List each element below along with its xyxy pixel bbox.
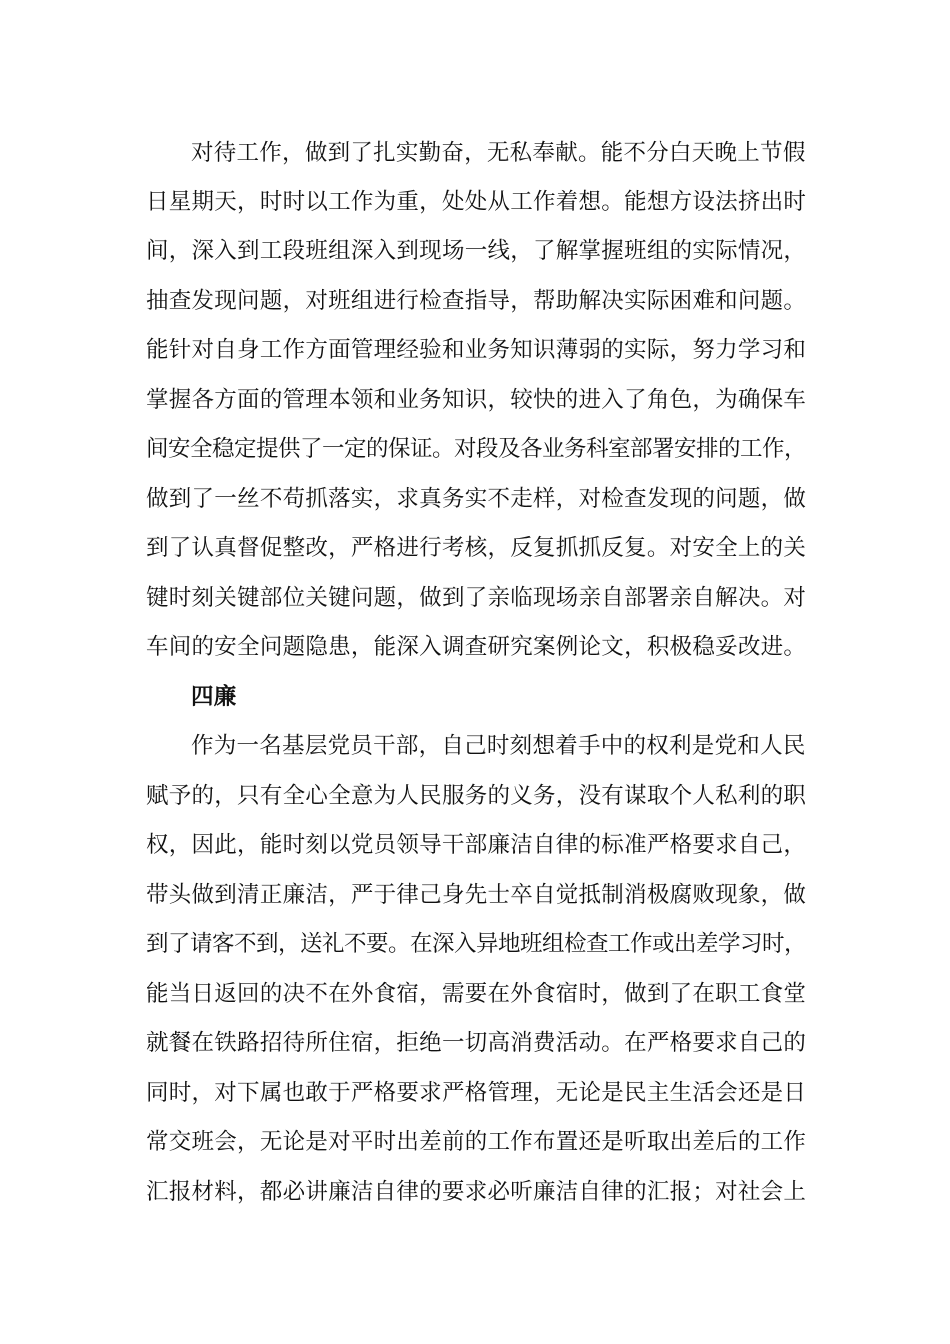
paragraph-1-line-3: 间，深入到工段班组深入到现场一线，了解掌握班组的实际情况， [146,238,807,264]
paragraph-1-line-10: 键时刻关键部位关键问题，做到了亲临现场亲自部署亲自解决。对 [146,585,807,611]
paragraph-1-line-11: 车间的安全问题隐患，能深入调查研究案例论文，积极稳妥改进。 [146,634,807,660]
paragraph-2-line-10: 汇报材料，都必讲廉洁自律的要求必听廉洁自律的汇报；对社会上 [146,1179,807,1205]
paragraph-1-line-5: 能针对自身工作方面管理经验和业务知识薄弱的实际，努力学习和 [146,337,807,363]
paragraph-2-line-6: 能当日返回的决不在外食宿，需要在外食宿时，做到了在职工食堂 [146,981,807,1007]
paragraph-2-line-9: 常交班会，无论是对平时出差前的工作布置还是听取出差后的工作 [146,1129,807,1155]
paragraph-1-line-7: 间安全稳定提供了一定的保证。对段及各业务科室部署安排的工作， [146,436,807,462]
paragraph-2-line-7: 就餐在铁路招待所住宿，拒绝一切高消费活动。在严格要求自己的 [146,1030,807,1056]
paragraph-2-line-3: 权，因此，能时刻以党员领导干部廉洁自律的标准严格要求自己， [146,832,807,858]
paragraph-1-line-4: 抽查发现问题，对班组进行检查指导，帮助解决实际困难和问题。 [146,288,807,314]
section-heading: 四廉 [191,684,237,710]
paragraph-1-line-8: 做到了一丝不苟抓落实，求真务实不走样，对检查发现的问题，做 [146,486,807,512]
paragraph-2-line-8: 同时，对下属也敢于严格要求严格管理，无论是民主生活会还是日 [146,1080,807,1106]
paragraph-1-line-1: 对待工作，做到了扎实勤奋，无私奉献。能不分白天晚上节假 [191,140,806,166]
paragraph-1-line-2: 日星期天，时时以工作为重，处处从工作着想。能想方设法挤出时 [146,189,807,215]
paragraph-1-line-6: 掌握各方面的管理本领和业务知识，较快的进入了角色，为确保车 [146,387,807,413]
paragraph-2-line-1: 作为一名基层党员干部，自己时刻想着手中的权利是党和人民 [191,733,806,759]
paragraph-1-line-9: 到了认真督促整改，严格进行考核，反复抓抓反复。对安全上的关 [146,535,807,561]
paragraph-2-line-4: 带头做到清正廉洁，严于律己身先士卒自觉抵制消极腐败现象，做 [146,882,807,908]
paragraph-2-line-5: 到了请客不到，送礼不要。在深入异地班组检查工作或出差学习时， [146,931,807,957]
paragraph-2-line-2: 赋予的，只有全心全意为人民服务的义务，没有谋取个人私利的职 [146,783,807,809]
